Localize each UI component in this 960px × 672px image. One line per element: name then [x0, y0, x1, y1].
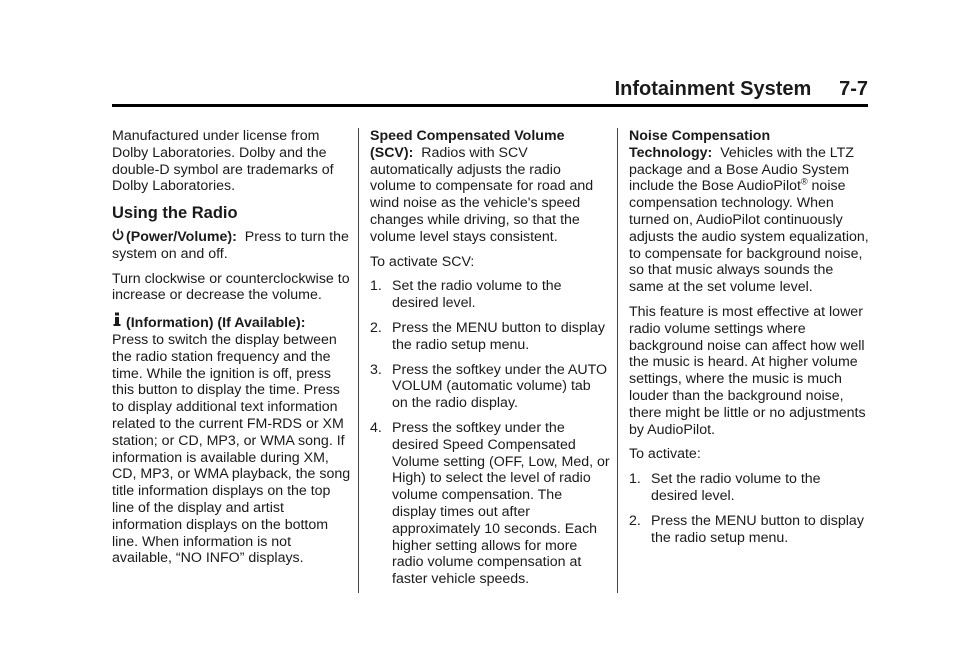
step-number: 3. — [370, 361, 382, 378]
registered-mark: ® — [800, 176, 808, 187]
step-text: Set the radio volume to the desired level. — [392, 278, 562, 312]
page-header — [112, 78, 868, 102]
column-middle — [370, 128, 610, 596]
page-title: Infotainment System 7-7 — [614, 78, 868, 100]
column-divider — [358, 128, 359, 593]
scv-label: Speed Compensated Volume (SCV): — [370, 128, 565, 161]
scv-activate: To activate SCV: — [370, 253, 475, 270]
info-icon — [112, 312, 126, 332]
nc-activate: To activate: — [629, 446, 701, 463]
power-text: Press to turn the system on and off. — [112, 228, 349, 262]
power-icon — [112, 228, 126, 246]
step-number: 4. — [370, 419, 382, 436]
scv-paragraph — [370, 128, 610, 246]
effectiveness-paragraph: This feature is most effective at lower radio volume settings where background noise can affect how well the music is heard. At higher volume settings, where the music is much louder than the background noise, there might be little or no adjustments by AudioPilot. — [629, 303, 866, 438]
power-paragraph — [112, 228, 352, 263]
list-item — [370, 278, 610, 312]
step-number: 1. — [629, 471, 641, 488]
step-text: Press the MENU button to display the radio setup menu. — [651, 512, 864, 546]
step-number: 2. — [370, 319, 382, 336]
nc-paragraph — [629, 128, 869, 296]
step-number: 2. — [629, 512, 641, 529]
column-left — [112, 128, 352, 575]
step-text: Press the softkey under the desired Speed Compensated Volume setting (OFF, Low, Med, or High) to select the level of radio volume compensation. The display times out after approximately 10 seconds. Each higher setting allows for more radio volume compensation at faster vehicle speeds. — [392, 419, 610, 588]
turn-paragraph: Turn clockwise or counterclockwise to increase or decrease the volume. — [112, 270, 350, 304]
info-paragraph — [112, 312, 352, 567]
list-item — [370, 320, 610, 354]
license-paragraph: Manufactured under license from Dolby Laboratories. Dolby and the double-D symbol are trademarks of Dolby Laboratories. — [112, 128, 334, 195]
step-text: Press the MENU button to display the radio setup menu. — [392, 319, 605, 353]
step-text: Press the softkey under the AUTO VOLUM (automatic volume) tab on the radio display. — [392, 361, 608, 412]
nc-steps — [629, 471, 869, 546]
column-divider — [617, 128, 618, 593]
info-label: (Information) (If Available): — [126, 315, 306, 332]
list-item — [629, 513, 869, 547]
step-number: 1. — [370, 278, 382, 295]
section-heading: Using the Radio — [112, 204, 238, 223]
nc-label: Noise Compensation Technology: — [629, 128, 771, 161]
header-rule — [112, 104, 868, 107]
scv-steps — [370, 278, 610, 588]
column-right — [629, 128, 869, 554]
list-item — [370, 420, 610, 588]
nc-text-b: noise compensation technology. When turned on, AudioPilot continuously adjusts the audio system equalization, to compensate for background noise, so that music always sounds the same at the set volume level. — [629, 178, 869, 296]
list-item — [370, 362, 610, 412]
list-item — [629, 471, 869, 505]
power-label: (Power/Volume): — [126, 228, 237, 245]
scv-text: Radios with SCV automatically adjusts the radio volume to compensate for road and wind noise as the vehicle's speed changes while driving, so that the volume level stays consistent. — [370, 144, 594, 245]
nc-text-a: Vehicles with the LTZ package and a Bose Audio System include the Bose AudioPilot — [629, 144, 854, 195]
info-text: Press to switch the display between the radio station frequency and the time. While the ignition is off, press this button to display the time. Press to display additional text information related to the current FM-RDS or XM station; or CD, MP3, or WMA song. If information is available during XM, CD, MP3, or WMA playback, the song title information displays on the top line of the display and artist information displays on the bottom line. When information is not available, “NO INFO” displays. — [112, 331, 351, 567]
step-text: Set the radio volume to the desired level. — [651, 471, 821, 504]
